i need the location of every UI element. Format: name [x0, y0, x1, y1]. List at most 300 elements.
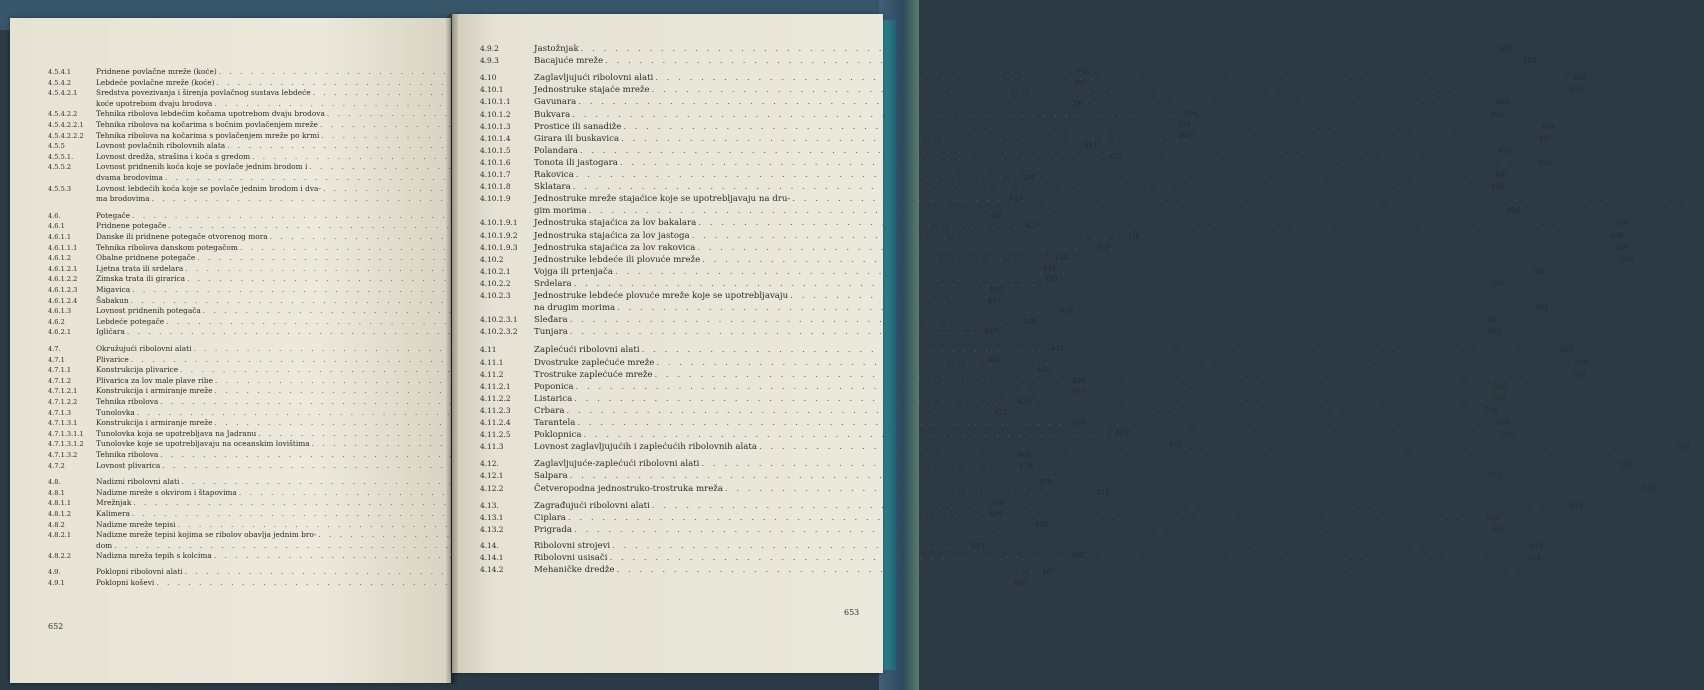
toc-entry-title: Sklatara [534, 182, 571, 193]
toc-entry-number: 4.8.1.2 [48, 510, 72, 518]
toc-entry-number: 4.6.2 [48, 317, 65, 326]
toc-entry-title: Tunolovka [96, 407, 135, 417]
toc-entry-page: 516 [1491, 525, 1506, 534]
toc-entry-page: 493 [1496, 98, 1510, 107]
toc-entry-number: 4.7.1.3.1.1 [48, 429, 84, 438]
toc-entry-title: Sredstva povezivanja i širenja povlačnog sustava lebdeće [96, 88, 311, 98]
toc-leader-dots [572, 110, 1483, 120]
toc-entry [480, 291, 842, 301]
toc-leader-dots [759, 442, 1670, 452]
toc-entry-page: 478 [1096, 488, 1110, 497]
toc-entry-number: 4.10.1.1 [480, 97, 511, 107]
toc-leader-dots [570, 327, 1481, 337]
toc-entry-title: Poponica [534, 381, 574, 392]
toc-entry-title: Jednostruka stajaćica za lov jastoga [534, 230, 690, 241]
toc-entry-page: 440 [1023, 317, 1037, 326]
toc-entry-page: 502 [1487, 328, 1502, 337]
book-spine [446, 14, 458, 684]
toc-entry [480, 565, 842, 575]
toc-entry-number: 4.6.1.2 [48, 254, 72, 263]
toc-entry-title: Mrežnjak [96, 498, 132, 508]
toc-entry-title: Dvostruke zaplećuće mreže [534, 357, 655, 368]
toc-entry-number: 4.6.1.1.1 [48, 243, 78, 252]
toc-leader-dots [573, 182, 1484, 192]
toc-entry-number: 4.10.2.3 [480, 291, 511, 300]
toc-entry-page: 464 [1017, 451, 1031, 459]
toc-entry-number: 4.6.1.2.1 [48, 264, 78, 273]
toc-leader-dots [609, 553, 1520, 563]
toc-entry-number: 4.11.1 [480, 357, 504, 367]
toc-entry-page: 427 [1025, 222, 1039, 231]
toc-entry-title: Konstrukcija i armiranje mreže [96, 386, 213, 396]
toc-entry-page: 516 [1530, 541, 1544, 550]
toc-entry-title: Tunjara [534, 327, 568, 338]
toc-entry-page: 434 [1042, 264, 1056, 273]
toc-entry-number: 4.8.1 [48, 488, 65, 497]
toc-entry-page: 509 [1495, 419, 1509, 427]
toc-entry-page: 508 [1484, 406, 1498, 415]
toc-entry-title: Crbara [534, 405, 565, 416]
toc-entry-page: 395 [1075, 68, 1090, 76]
toc-entry [48, 450, 1031, 460]
toc-entry-title: Bacajuće mreže [534, 56, 604, 67]
toc-entry-title: Mehaničke dredže [534, 565, 615, 576]
toc-entry-title: Gavunara [534, 97, 577, 108]
toc-entry-title: Okružujući ribolovni alati [96, 344, 192, 353]
toc-entry-page: 474 [1019, 461, 1033, 470]
toc-entry-title: Tunolovka koja se upotrebljava na Jadranu [96, 428, 257, 438]
toc-entry-number: 4.10 [480, 73, 497, 83]
toc-entry-number: 4.6.1.2.3 [48, 286, 78, 294]
toc-entry-page: 486 [1013, 578, 1027, 587]
toc-entry-page: 508 [1492, 394, 1506, 403]
toc-entry-page: 486 [1041, 568, 1056, 576]
toc-entry [48, 67, 1090, 77]
toc-entry-page: 498 [1609, 231, 1624, 240]
toc-entry-number: 4.10.1.7 [480, 170, 511, 179]
toc-entry-number: 4.6.1.2.2 [48, 275, 78, 284]
toc-leader-dots [589, 206, 1500, 216]
toc-entry-title: Lovnost plivarica [96, 460, 161, 470]
toc-leader-dots [725, 484, 1636, 494]
toc-entry [48, 163, 400, 172]
toc-entry-page: 478 [1038, 478, 1052, 487]
toc-entry-number: 4.8.2 [48, 520, 65, 529]
toc-entry-title: ma brodovima [96, 194, 150, 204]
toc-entry-page: 515 [1569, 501, 1584, 510]
toc-entry-page: 448 [1072, 376, 1086, 385]
toc-entry-number: 4.9.2 [480, 44, 499, 53]
toc-entry-number: 4.8. [48, 478, 61, 487]
toc-entry-number: 4.7.1.2.2 [48, 398, 78, 406]
toc-entry-number: 4.11.2 [480, 369, 504, 379]
toc-entry-page: 515 [1642, 484, 1657, 493]
toc-entry-number: 4.5.4.1 [48, 68, 72, 76]
toc-entry-number: 4.7.1.3.2 [48, 451, 78, 459]
toc-entry [48, 531, 400, 540]
toc-entry-number: 4.10.1.4 [480, 133, 511, 143]
toc-entry-page: 500 [1532, 267, 1547, 276]
toc-entry-title: Šabakun [96, 295, 129, 305]
toc-entry-title: Tehnika ribolova lebdećim kočama upotrebom dvaju brodova [96, 109, 325, 119]
toc-entry-page: 501 [1487, 316, 1501, 325]
toc-entry-page: 456 [1071, 419, 1086, 428]
toc-entry-title: Zaglavljujuće-zaplećući ribolovni alati [534, 459, 700, 470]
toc-entry-number: 4.5.5.1. [48, 152, 74, 161]
toc-entry-number: 4.8.2.2 [48, 552, 72, 561]
toc-entry-number: 4.11.2.5 [480, 430, 511, 440]
toc-entry-title: Vojga ili prtenjača [534, 266, 613, 277]
toc-entry-title: Konstrukcija plivarice [96, 365, 179, 375]
toc-entry-number: 4.5.5.3 [48, 184, 72, 193]
toc-entry-page: 496 [1506, 207, 1520, 216]
toc-entry-title: Salpara [534, 471, 568, 482]
left-page-number: 652 [48, 622, 64, 631]
toc-leader-dots [580, 146, 1491, 156]
toc-entry-page: 478 [990, 499, 1004, 508]
toc-entry-title: Lovnost lebdećih koća koje se povlače jednim brodom i dva- [96, 183, 321, 193]
toc-leader-dots [790, 291, 1701, 301]
toc-entry-number: 4.7.1 [48, 355, 65, 364]
toc-entry-page: 516 [1485, 513, 1500, 522]
toc-entry-title: Ljetna trata ili srdelara [96, 263, 184, 273]
toc-entry-page: 440 [984, 328, 998, 337]
toc-entry-number: 4.5.4.2.2.1 [48, 121, 84, 129]
toc-entry-page: 441 [987, 355, 1002, 364]
toc-entry-page: 437 [1059, 307, 1074, 316]
toc-entry-number: 4.6.1.1 [48, 233, 72, 241]
right-page-number: 653 [844, 608, 860, 617]
toc-entry-page: 505 [1559, 346, 1573, 355]
toc-entry-page: 437 [987, 296, 1002, 305]
toc-entry-number: 4.5.4.2 [48, 78, 72, 87]
toc-entry-title: Polandara [534, 145, 578, 156]
toc-entry-page: 480 [989, 510, 1003, 518]
toc-entry-number: 4.10.2.2 [480, 278, 511, 288]
toc-entry-page: 501 [1491, 279, 1506, 288]
toc-leader-dots [623, 122, 1534, 132]
toc-leader-dots [654, 370, 1565, 380]
toc-leader-dots [652, 85, 1563, 95]
toc-entry-page: 407 [1178, 131, 1192, 140]
toc-entry-number: 4.5.4.2.2 [48, 110, 78, 119]
toc-entry-page: 496 [1490, 183, 1505, 192]
toc-entry-title: Obalne pridnene potegače [96, 253, 196, 263]
toc-entry-number: 4.9. [48, 568, 61, 576]
toc-entry-number: 4.5.4.2.2.2 [48, 131, 84, 140]
toc-entry-number: 4.7.1.3 [48, 408, 72, 417]
toc-entry-title: Jednostruka stajaćica za lov bakalara [534, 218, 697, 229]
toc-entry-page: 495 [1497, 146, 1512, 155]
toc-entry-number: 4.13. [480, 500, 499, 510]
toc-entry-title: Ciplara [534, 512, 566, 523]
toc-leader-dots [574, 394, 1485, 404]
toc-leader-dots [617, 303, 1528, 313]
toc-entry-number: 4.14.2 [480, 565, 504, 575]
toc-entry-page: 506 [1574, 358, 1588, 367]
toc-entry-page: 434 [1054, 254, 1068, 263]
toc-entry-page: 429 [1097, 243, 1111, 252]
toc-entry [480, 56, 1537, 67]
toc-leader-dots [567, 406, 1478, 416]
toc-leader-dots [697, 243, 1608, 253]
toc-entry-title: Četveropodna jednostruko-trostruka mreža [534, 483, 723, 494]
toc-entry-title: Nadizne mreže tepisi [96, 519, 176, 529]
toc-entry-title: Prigrada [534, 524, 572, 535]
toc-entry-number: 4.10.2.3.1 [480, 315, 518, 325]
toc-entry-title: gim morima [534, 206, 587, 217]
toc-entry [480, 182, 1505, 193]
toc-entry-number: 4.7. [48, 345, 61, 353]
toc-entry-title: Tonota ili jastogara [534, 157, 618, 168]
toc-entry-title: Lovnost povlačnih ribolovnih alata [96, 141, 226, 151]
toc-entry-title: Migavica [96, 285, 131, 294]
toc-leader-dots [652, 501, 1563, 511]
toc-entry-page: 436 [989, 286, 1003, 294]
toc-entry-title: Danske ili pridnene potegače otvorenog mora [96, 232, 268, 241]
toc-leader-dots [698, 218, 1609, 228]
toc-entry-title: Jednostruke stajaće mreže [534, 85, 650, 96]
toc-entry-number: 4.7.1.2.1 [48, 387, 78, 396]
toc-entry-page: 499 [1615, 243, 1629, 252]
toc-entry-page: 483 [971, 541, 985, 550]
toc-entry-title: Rakovica [534, 170, 574, 180]
toc-entry-number: 4.12.1 [480, 471, 504, 481]
toc-leader-dots [583, 430, 1494, 440]
toc-leader-dots [656, 355, 1567, 368]
toc-entry-title: Pridnene potegače [96, 221, 167, 231]
toc-entry-title: Srdelara [534, 278, 572, 289]
toc-entry [48, 577, 1027, 588]
toc-leader-dots [616, 565, 1527, 575]
toc-entry-page: 419 [1022, 174, 1036, 182]
toc-entry-title: dvama brodovima [96, 173, 163, 182]
toc-entry-page: 435 [1044, 275, 1058, 284]
toc-entry-page: 423 [1008, 195, 1023, 204]
toc-entry-page: 508 [1493, 382, 1507, 391]
toc-entry-page: 456 [993, 408, 1008, 417]
toc-entry-page: 512 [1676, 443, 1691, 452]
toc-entry-page: 512 [1619, 460, 1633, 469]
toc-entry-title: Sleđara [534, 315, 568, 326]
toc-entry-number: 4.7.1.3.1.2 [48, 440, 84, 449]
toc-entry-number: 4.10.2 [480, 254, 504, 264]
toc-entry-page: 451 [1017, 398, 1031, 406]
toc-entry-page: 496 [1616, 219, 1630, 228]
toc-entry [48, 89, 400, 98]
toc-entry-page: 487 [1498, 45, 1513, 53]
toc-leader-dots [576, 382, 1487, 392]
toc-entry-title: Plivarice [96, 354, 129, 364]
toc-entry-number: 4.7.1.3.1 [48, 419, 78, 428]
toc-entry-number: 4.11 [480, 345, 497, 355]
toc-entry-title: Nadizna mreža tepih s kolcima [96, 551, 212, 561]
toc-entry-page: 399 [1184, 110, 1198, 119]
toc-entry-number: 4.10.2.3.2 [480, 327, 518, 337]
toc-leader-dots [620, 158, 1531, 168]
toc-entry-number: 4.9.1 [48, 578, 65, 587]
toc-entry-number: 4.12.2 [480, 483, 504, 493]
toc-entry-title: Girara ili buskavica [534, 133, 620, 144]
toc-entry-page: 412 [1109, 152, 1123, 161]
toc-entry-page: 496 [1493, 171, 1508, 179]
toc-entry-page: 411 [1084, 142, 1098, 151]
toc-entry-page: 489 [1573, 74, 1587, 83]
toc-entry-title: Tehnika ribolova [96, 450, 159, 459]
toc-entry-page: 500 [1620, 255, 1634, 264]
toc-entry-title: Nadizne mreže tepisi kojima se ribolov obavlja jednim bro- [96, 530, 317, 540]
toc-leader-dots [621, 131, 1532, 144]
toc-entry [480, 44, 1513, 54]
toc-entry-title: Jednostruke lebdeće plovuće mreže koje se upotrebljavaju [534, 291, 789, 301]
toc-leader-dots [701, 459, 1612, 469]
toc-entry-page: 494 [1490, 110, 1504, 119]
toc-entry-title: Pridnene povlačne mreže (koće) [96, 67, 217, 76]
toc-entry-number: 4.6.1.3 [48, 307, 72, 316]
toc-entry [48, 185, 400, 194]
toc-leader-dots [570, 471, 1481, 481]
toc-entry-number: 4.10.1.3 [480, 121, 511, 131]
toc-entry-page: 441 [1050, 345, 1064, 353]
toc-entry-title: Zaglavljujući ribolovni alati [534, 73, 654, 84]
toc-entry-page: 494 [1541, 122, 1555, 131]
toc-entry-number: 4.5.4.2.1 [48, 89, 78, 98]
toc-entry-title: Poklopni koševi [96, 577, 155, 587]
toc-entry-title: Trostruke zaplećuće mreže [534, 369, 653, 380]
toc-entry-title: koće upotrebom dvaju brodova [96, 98, 213, 108]
toc-entry-title: Ribolovni usisači [534, 553, 608, 563]
toc-entry-title: Tunolovke koje se upotrebljavaju na oceanskim lovištima [96, 439, 310, 449]
toc-entry-number: 4.10.1.6 [480, 157, 511, 167]
toc-entry-page: 506 [1572, 370, 1586, 379]
toc-entry [480, 471, 1501, 482]
toc-entry-page: 518 [1527, 554, 1541, 562]
toc-entry-page: 485 [1071, 552, 1085, 561]
toc-entry-page: 397 [1073, 78, 1088, 87]
toc-entry-page: 509 [1501, 431, 1515, 440]
toc-entry-page: 399 [1177, 121, 1191, 129]
toc-entry [480, 157, 1552, 168]
toc-entry-number: 4.13.1 [480, 512, 504, 522]
toc-entry-title: Zagrađujući ribolovni alati [534, 500, 650, 511]
toc-entry-page: 495 [1537, 158, 1552, 167]
toc-entry-title: Lovnost pridnenih potegača [96, 306, 201, 316]
toc-entry-number: 4.10.2.1 [480, 266, 511, 276]
toc-entry-title: Prostice ili sanadiže [534, 121, 622, 132]
toc-entry-title: Listarica [534, 393, 573, 404]
toc-entry-title: Tehnika ribolova na kočarima s povlačenjem mreže po krmi [96, 130, 320, 140]
toc-entry-number: 4.6. [48, 211, 61, 220]
toc-entry-page: 448 [1071, 387, 1086, 396]
toc-leader-dots [568, 513, 1479, 523]
toc-entry [480, 194, 842, 204]
toc-entry-number: 4.13.2 [480, 524, 504, 534]
toc-entry-title: na drugim morima [534, 303, 616, 314]
toc-entry-number: 4.5.5 [48, 142, 65, 151]
toc-entry-number: 4.11.2.2 [480, 393, 511, 403]
toc-entry-title: Iglićara [96, 327, 125, 337]
toc-entry-number: 4.11.2.4 [480, 418, 511, 427]
toc-entry-title: Bukvara [534, 109, 571, 120]
toc-entry-number: 4.11.2.3 [480, 405, 511, 415]
toc-leader-dots [581, 44, 1492, 54]
toc-entry-title: Plivarica za lov male plave ribe [96, 375, 213, 385]
toc-entry-title: Poklopni ribolovni alati [96, 567, 183, 576]
toc-entry-title: Lovnost pridnenih koća koje se povlače jednim brodom i [96, 162, 308, 172]
toc-entry-number: 4.10.1 [480, 85, 504, 95]
toc-leader-dots [577, 418, 1488, 428]
toc-entry-title: Tehnika ribolova danskom potegačom [96, 242, 238, 252]
toc-entry-number: 4.7.1.2 [48, 376, 72, 385]
toc-entry-number: 4.11.2.1 [480, 381, 511, 391]
toc-entry-page: 446 [1037, 366, 1051, 375]
toc-entry-title: Poklopnica [534, 430, 582, 441]
toc-entry-title: Potegače [96, 210, 131, 220]
toc-leader-dots [574, 279, 1485, 289]
toc-entry-title: Nadizne mreže s okvirom i štapovima [96, 487, 237, 497]
toc-entry-title: Ribolovni strojevi [534, 540, 611, 551]
toc-entry-number: 4.10.1.9.3 [480, 242, 518, 252]
toc-entry-number: 4.11.3 [480, 442, 504, 452]
toc-entry-page: 461 [1168, 440, 1183, 449]
toc-entry-number: 4.8.2.1 [48, 531, 72, 540]
toc-leader-dots [574, 525, 1485, 535]
toc-entry-title: Jednostruke lebdeće ili plovuće mreže [534, 254, 701, 265]
toc-entry-page: 399 [1071, 99, 1085, 108]
toc-leader-dots [578, 97, 1489, 107]
toc-entry-title: Kalimera [96, 509, 130, 518]
toc-entry-number: 4.14.1 [480, 553, 504, 562]
toc-entry-number: 4.10.1.9.1 [480, 218, 518, 228]
toc-entry-title: Tarantela [534, 418, 576, 428]
toc-entry-title: Lovnost zaglavljujućih i zaplećućih ribolovnih alata [534, 442, 757, 453]
toc-leader-dots [702, 255, 1613, 265]
toc-entry-title: Zaplećući ribolovni alati [534, 345, 640, 356]
toc-entry-number: 4.12. [480, 459, 499, 469]
toc-entry-title: Lebdeće povlačne mreže (koće) [96, 77, 215, 87]
toc-leader-dots [792, 194, 1703, 204]
toc-entry-page: 457 [1115, 429, 1129, 438]
toc-entry-title: Lebdeće potegače [96, 316, 165, 326]
toc-entry-page: 501 [1535, 304, 1549, 313]
toc-entry-number: 4.10.1.8 [480, 182, 511, 192]
toc-entry [48, 285, 1003, 295]
toc-entry-number: 4.10.1.9 [480, 194, 511, 204]
toc-entry-page: 487 [1523, 57, 1537, 66]
toc-entry-title: Tehnika ribolova [96, 397, 159, 406]
toc-entry-page: 513 [1487, 472, 1501, 481]
toc-leader-dots [605, 56, 1516, 66]
toc-entry-number: 4.7.1.1 [48, 366, 72, 375]
toc-entry-title: Jednostruka stajaćica za lov rakovica [534, 242, 696, 253]
toc-entry-page: 425 [989, 211, 1003, 220]
toc-leader-dots [612, 541, 1523, 551]
toc-entry-title: Konstrukcija i armiranje mreže [96, 418, 213, 428]
toc-entry-number: 4.9.3 [480, 56, 499, 66]
toc-entry-title: Jastožnjak [534, 44, 579, 54]
toc-leader-dots [570, 315, 1481, 325]
toc-entry-page: 495 [1539, 134, 1553, 143]
toc-entry-page: 482 [1034, 520, 1049, 529]
toc-entry-number: 4.14. [480, 540, 499, 550]
toc-entry-number: 4.10.1.9.2 [480, 230, 518, 240]
toc-entry-number: 4.8.1.1 [48, 499, 72, 508]
toc-leader-dots [655, 73, 1566, 83]
toc-leader-dots [615, 264, 1526, 277]
toc-entry-title: Lovnost dredža, strašina i koća s gredom [96, 151, 251, 161]
toc-entry [480, 85, 1583, 96]
toc-entry-title: dom [96, 540, 113, 550]
